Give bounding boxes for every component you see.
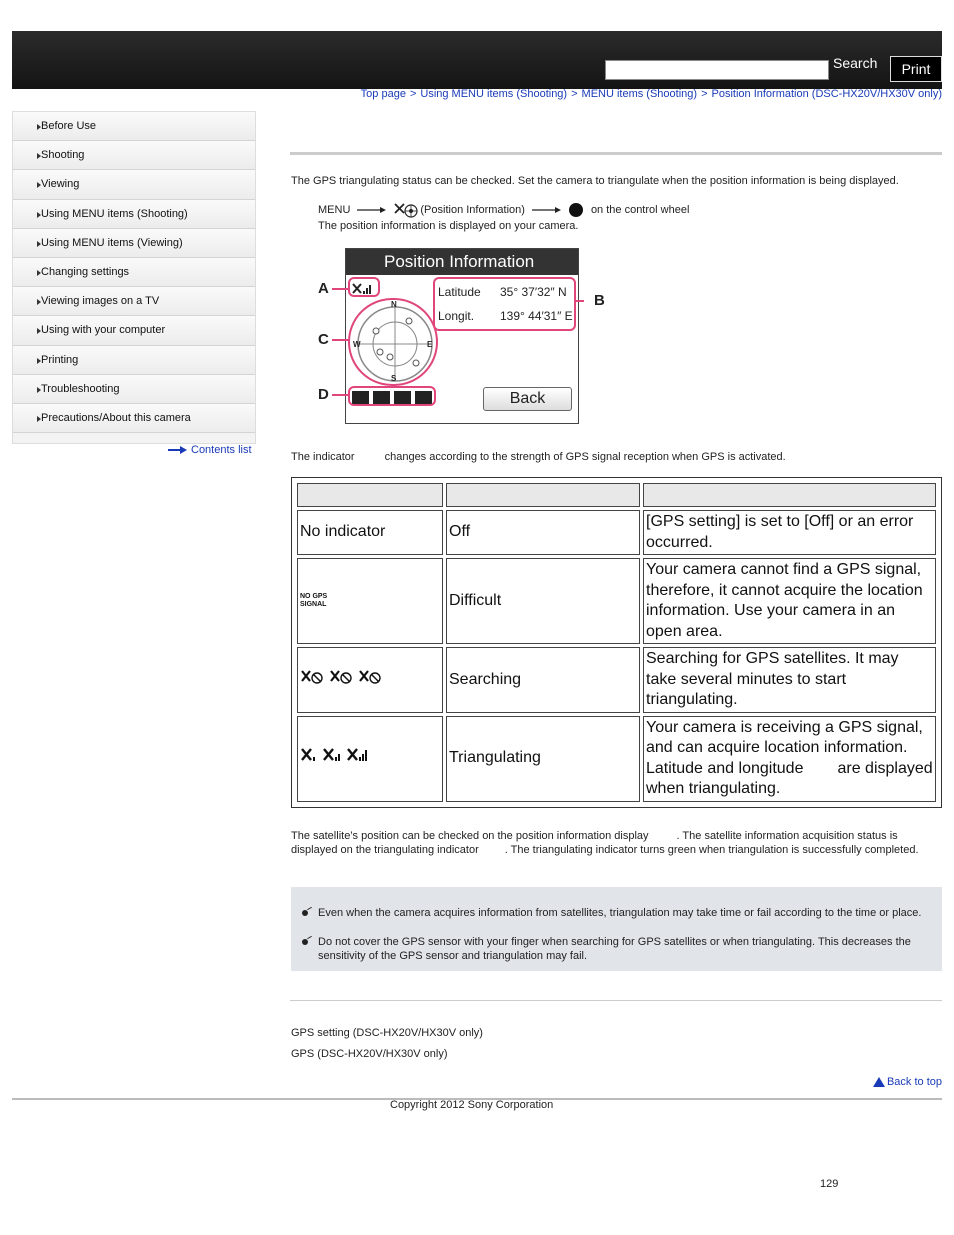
search-input[interactable] [605, 60, 829, 80]
sidebar-item-label: Using MENU items (Shooting) [41, 207, 188, 220]
note-item [318, 935, 930, 963]
callout-b-box [433, 277, 576, 331]
sidebar-item-changing-settings[interactable] [13, 258, 255, 287]
step-result: The position information is displayed on your camera. [318, 220, 579, 232]
table-row [297, 510, 936, 555]
sidebar-item-troubleshooting[interactable] [13, 375, 255, 404]
callout-c-line [332, 339, 350, 341]
section-divider [290, 1000, 942, 1001]
note-text: Do not cover the GPS sensor with your finger when searching for GPS satellites or when triangulating. This decreases the sensitivity of the GPS sensor and triangulation may fail. [318, 936, 911, 962]
sidebar-item-viewing-on-tv[interactable] [13, 287, 255, 316]
callout-d-label: D [318, 386, 329, 403]
callout-c-box [348, 298, 438, 386]
sidebar-item-precautions[interactable] [13, 404, 255, 433]
contents-list-link[interactable] [168, 444, 252, 456]
sidebar-item-using-with-computer[interactable] [13, 316, 255, 345]
table-header-cell [446, 483, 640, 507]
satellite-text: The satellite’s position can be checked on the position information display [291, 830, 649, 842]
note-text: Even when the camera acquires information from satellites, triangulation may take time or fail according to the time or place. [318, 907, 922, 919]
arrow-right-icon [529, 205, 563, 215]
gps-satellite-icon [392, 200, 420, 220]
breadcrumb-separator: > [571, 88, 578, 100]
table-row [297, 716, 936, 802]
sidebar-footer [13, 433, 255, 443]
control-wheel-label: on the control wheel [590, 204, 690, 216]
compass-north-label: N [391, 300, 397, 309]
back-to-top-link[interactable] [873, 1076, 942, 1088]
description-text: are displayed when triangulating. [646, 759, 933, 797]
up-arrow-icon [873, 1077, 885, 1087]
table-header-cell [297, 483, 443, 507]
bullet-icon [302, 910, 308, 916]
callout-a-line [332, 288, 348, 290]
sidebar-item-label: Viewing [41, 178, 80, 191]
indicator-description [291, 450, 891, 464]
description-cell [643, 716, 936, 802]
gps-triangulating-icon [300, 745, 380, 765]
sidebar-item-using-menu-viewing[interactable] [13, 229, 255, 258]
back-to-top-label: Back to top [886, 1076, 942, 1088]
satellite-description [291, 829, 936, 857]
compass-south-label: S [391, 374, 397, 383]
menu-label: MENU [318, 204, 351, 216]
compass-west-label: W [353, 340, 361, 349]
sidebar-item-label: Before Use [41, 120, 97, 133]
breadcrumb-using-menu-shooting[interactable]: Using MENU items (Shooting) [420, 88, 568, 100]
breadcrumb-menu-items-shooting[interactable]: MENU items (Shooting) [581, 88, 698, 100]
gps-searching-icon [300, 668, 390, 686]
sidebar-item-label: Using MENU items (Viewing) [41, 236, 183, 249]
callout-b-line [576, 300, 584, 302]
note-item [318, 906, 930, 920]
description-cell: Searching for GPS satellites. It may take several minutes to start triangulating. [643, 647, 936, 713]
status-cell: Off [446, 510, 640, 555]
table-row [297, 558, 936, 644]
sidebar-item-label: Printing [41, 353, 79, 366]
related-link-gps-setting[interactable]: GPS setting (DSC-HX20V/HX30V only) [291, 1027, 483, 1039]
status-cell: Triangulating [446, 716, 640, 802]
breadcrumb-top-page[interactable]: Top page [360, 88, 406, 100]
sidebar-item-viewing[interactable] [13, 170, 255, 199]
sidebar-item-label: Viewing images on a TV [41, 295, 160, 308]
callout-a-label: A [318, 280, 329, 297]
bullet-icon [302, 939, 308, 945]
back-button[interactable]: Back [483, 387, 572, 411]
indicator-cell: No indicator [297, 510, 443, 555]
indicator-text-end: changes according to the strength of GPS signal reception when GPS is activated. [384, 451, 786, 463]
indicator-cell [297, 647, 443, 713]
center-button-icon [569, 203, 583, 217]
callout-c-label: C [318, 331, 329, 348]
latitude-label: Latitude [438, 285, 481, 299]
sidebar-item-label: Using with your computer [41, 324, 166, 337]
indicator-cell [297, 716, 443, 802]
compass-east-label: E [427, 340, 433, 349]
gps-status-table [291, 477, 942, 808]
position-information-screen-figure [312, 246, 605, 428]
search-button[interactable]: Search [833, 55, 878, 71]
sidebar [12, 111, 256, 444]
sidebar-item-using-menu-shooting[interactable] [13, 200, 255, 229]
description-cell: Your camera cannot find a GPS signal, therefore, it cannot acquire the location information. Use your camera in an open area. [643, 558, 936, 644]
print-button[interactable]: Print [890, 56, 942, 82]
callout-b-label: B [594, 292, 605, 309]
intro-text: The GPS triangulating status can be checked. Set the camera to triangulate when the position information is being displayed. [291, 175, 899, 187]
sidebar-item-printing[interactable] [13, 346, 255, 375]
notes-box [291, 887, 942, 971]
arrow-right-icon [168, 446, 188, 454]
related-link-gps[interactable]: GPS (DSC-HX20V/HX30V only) [291, 1048, 448, 1060]
indicator-cell [297, 558, 443, 644]
table-row [297, 647, 936, 713]
screen-title: Position Information [346, 249, 578, 275]
sidebar-item-before-use[interactable] [13, 112, 255, 141]
page-number: 129 [820, 1178, 839, 1190]
table-header-row [297, 483, 936, 507]
description-cell: [GPS setting] is set to [Off] or an error occurred. [643, 510, 936, 555]
longitude-value: 139° 44′31″ E [500, 309, 573, 323]
indicator-text-start: The indicator [291, 451, 355, 463]
contents-list-label: Contents list [191, 444, 252, 456]
title-divider [290, 152, 942, 155]
callout-d-box [348, 386, 436, 406]
sidebar-item-shooting[interactable] [13, 141, 255, 170]
satellite-text: . The triangulating indicator turns green when triangulation is successfully completed. [504, 844, 919, 856]
sidebar-item-label: Precautions/About this camera [41, 411, 191, 424]
description-text: Your camera is receiving a GPS signal, and can acquire location information. Latitude and longitude [646, 718, 923, 777]
breadcrumb-position-information[interactable]: Position Information (DSC-HX20V/HX30V only) [711, 88, 942, 100]
callout-d-line [332, 394, 348, 396]
sidebar-item-label: Troubleshooting [41, 382, 120, 395]
breadcrumb-separator: > [409, 88, 417, 100]
callout-a-box [348, 277, 380, 297]
position-information-label: (Position Information) [420, 204, 525, 216]
sidebar-item-label: Changing settings [41, 266, 130, 279]
longitude-label: Longit. [438, 309, 475, 323]
no-gps-signal-icon: NO GPS SIGNAL [300, 593, 328, 608]
latitude-value: 35° 37′32″ N [500, 285, 567, 299]
table-header-cell [643, 483, 936, 507]
page-header [12, 31, 942, 89]
step-instruction [318, 200, 689, 220]
status-cell: Difficult [446, 558, 640, 644]
arrow-right-icon [354, 205, 388, 215]
status-cell: Searching [446, 647, 640, 713]
breadcrumb-separator: > [701, 88, 708, 100]
satellite-text: . The satellite information acquisition status is displayed on the triangulating indicator [291, 830, 898, 856]
copyright: Copyright 2012 Sony Corporation [390, 1099, 554, 1111]
sidebar-item-label: Shooting [41, 149, 85, 162]
breadcrumb [361, 88, 942, 100]
